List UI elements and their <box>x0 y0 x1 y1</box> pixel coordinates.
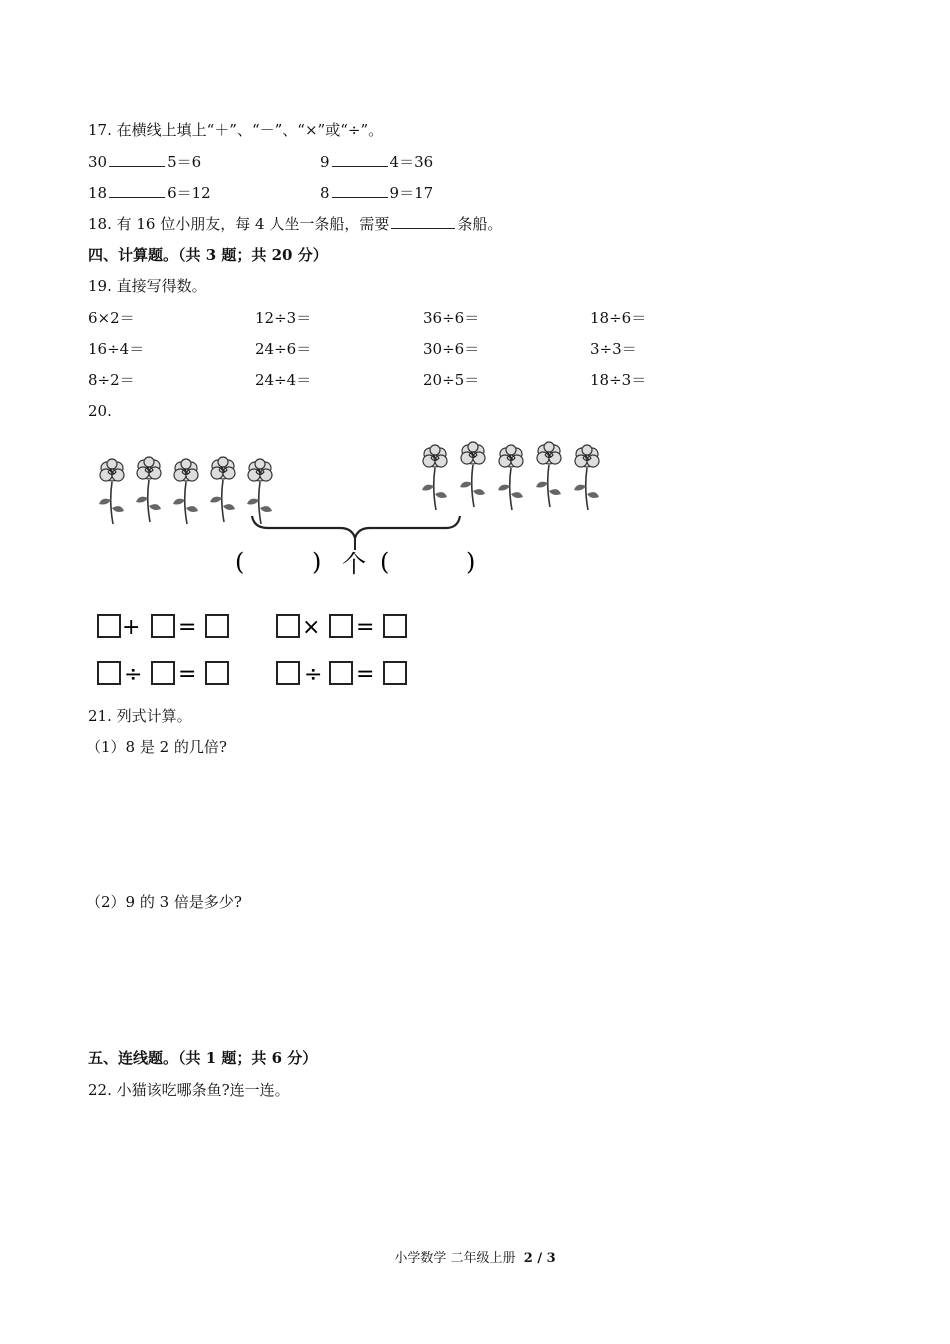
rose-icon <box>247 459 272 524</box>
q17-row2-a: 18 6＝12 <box>88 184 211 202</box>
brace-icon <box>252 516 460 538</box>
q19-item: 18÷3＝ <box>590 371 647 389</box>
q20-title: 20. <box>88 402 112 420</box>
answer-box <box>384 662 406 684</box>
q19-item: 3÷3＝ <box>590 340 637 358</box>
rose-icon <box>574 445 599 510</box>
equation-row-2 <box>98 662 406 687</box>
rose-icon <box>210 457 235 522</box>
operator: × <box>302 615 321 640</box>
rose-icon <box>99 459 124 524</box>
section4-heading: 四、计算题。（共 3 题；共 20 分） <box>88 246 328 264</box>
operator: ÷ <box>124 662 143 687</box>
answer-box <box>277 662 299 684</box>
operator: ÷ <box>304 662 323 687</box>
q19-item: 20÷5＝ <box>423 371 480 389</box>
answer-blank[interactable] <box>332 152 388 167</box>
answer-box <box>206 662 228 684</box>
page-number: 2 / 3 <box>523 1251 556 1266</box>
q17-row2-b: 8 9＝17 <box>320 184 434 202</box>
flower-group-right <box>422 442 599 510</box>
rose-icon <box>422 445 447 510</box>
answer-blank[interactable] <box>391 214 455 229</box>
equals-sign: = <box>178 615 197 640</box>
answer-box <box>152 662 174 684</box>
q17-row1-a: 30 5＝6 <box>88 153 202 171</box>
q19-item: 8÷2＝ <box>88 371 135 389</box>
q19-item: 12÷3＝ <box>255 309 312 327</box>
equals-sign: = <box>178 662 197 687</box>
equation-row-1 <box>98 615 406 640</box>
answer-box <box>206 615 228 637</box>
q19-item: 24÷4＝ <box>255 371 312 389</box>
q17-title: 17. 在横线上填上“＋”、“－”、“×”或“÷”。 <box>88 121 384 139</box>
q17-row1-b: 9 4＝36 <box>320 153 434 171</box>
q19-item: 30÷6＝ <box>423 340 480 358</box>
q19-item: 6×2＝ <box>88 309 135 327</box>
q19-item: 36÷6＝ <box>423 309 480 327</box>
flowers-figure <box>90 430 620 695</box>
rose-icon <box>173 459 198 524</box>
answer-box <box>330 615 352 637</box>
paren-open-right: ( <box>380 548 390 576</box>
unit-label: 个 <box>342 550 366 578</box>
q18-text: 18. 有 16 位小朋友，每 4 人坐一条船，需要 条船。 <box>88 215 503 233</box>
page-footer <box>0 1247 950 1266</box>
answer-blank[interactable] <box>109 152 165 167</box>
rose-icon <box>136 457 161 522</box>
rose-icon <box>498 445 523 510</box>
answer-box <box>384 615 406 637</box>
q22-title: 22. 小猫该吃哪条鱼?连一连。 <box>88 1081 290 1099</box>
q21-part1: （1）8 是 2 的几倍? <box>86 738 227 756</box>
rose-icon <box>536 442 561 507</box>
q21-part2: （2）9 的 3 倍是多少? <box>86 893 242 911</box>
rose-icon <box>460 442 485 507</box>
answer-box <box>277 615 299 637</box>
paren-open-left: ( <box>235 548 245 576</box>
section5-heading: 五、连线题。（共 1 题；共 6 分） <box>88 1049 318 1067</box>
answer-box <box>330 662 352 684</box>
answer-blank[interactable] <box>109 183 165 198</box>
paren-close-right: ) <box>466 548 476 576</box>
answer-box <box>98 662 120 684</box>
q19-item: 18÷6＝ <box>590 309 647 327</box>
operator: + <box>122 615 141 640</box>
q19-item: 24÷6＝ <box>255 340 312 358</box>
flower-group-left <box>99 457 272 524</box>
paren-close-left: ) <box>312 548 322 576</box>
answer-blank[interactable] <box>332 183 388 198</box>
equals-sign: = <box>356 662 375 687</box>
q21-title: 21. 列式计算。 <box>88 707 192 725</box>
equals-sign: = <box>356 615 375 640</box>
footer-subject: 小学数学 二年级上册 <box>394 1251 516 1266</box>
q19-item: 16÷4＝ <box>88 340 145 358</box>
q19-title: 19. 直接写得数。 <box>88 277 207 295</box>
answer-box <box>152 615 174 637</box>
answer-box <box>98 615 120 637</box>
